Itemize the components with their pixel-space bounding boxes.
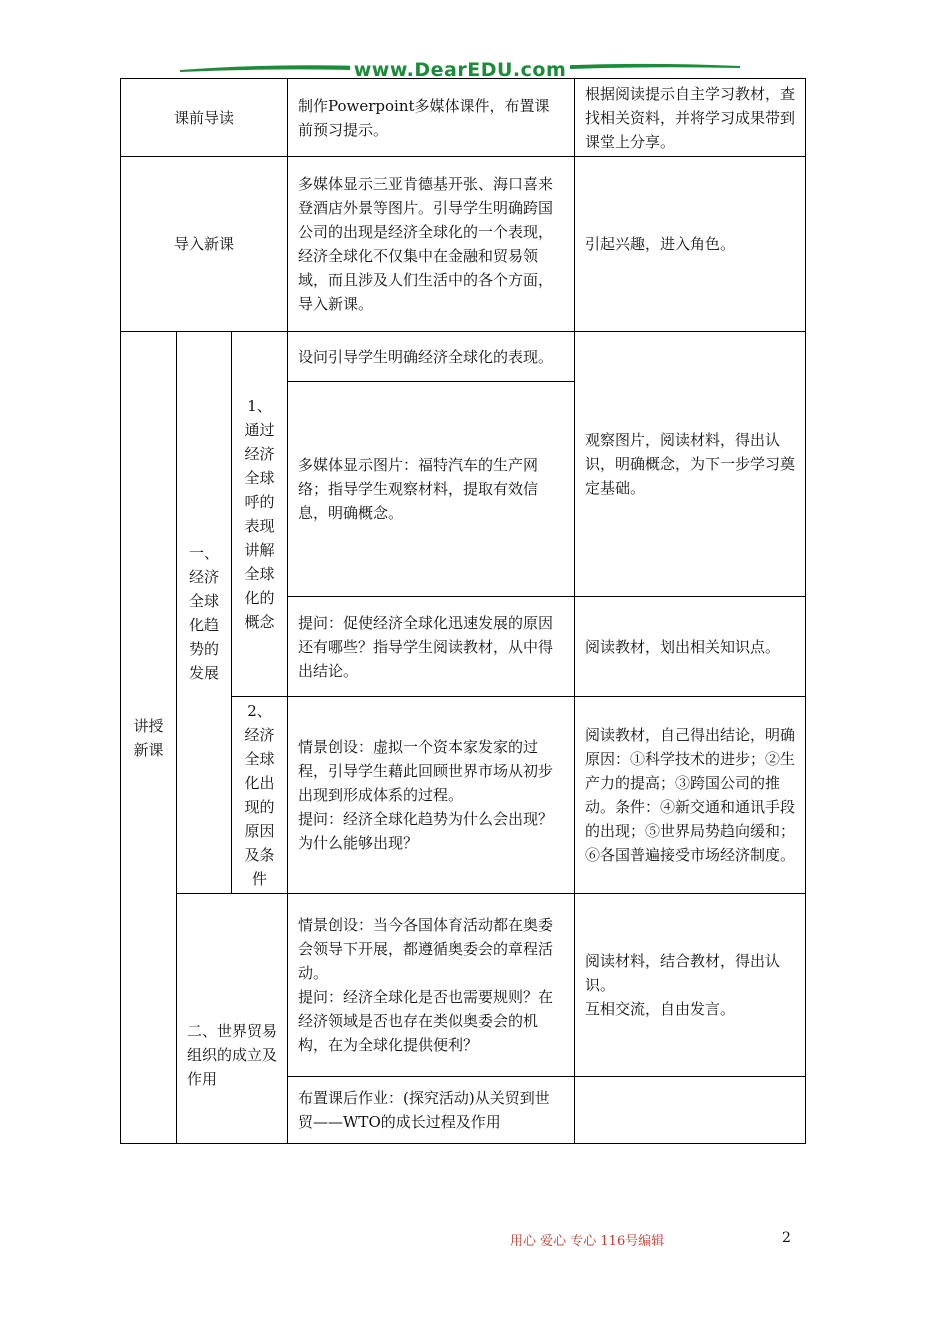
stage-intro: 导入新课 — [121, 157, 288, 332]
point2-title: 2、经济全球化出现的原因及条件 — [232, 697, 288, 894]
row-intro — [121, 157, 806, 332]
student-intro: 引起兴趣，进入角色。 — [575, 157, 806, 332]
teacher-3-line1: 情景创设：当今各国体育活动都在奥委会领导下开展，都遵循奥委会的章程活动。 — [298, 916, 554, 982]
teacher-1b: 多媒体显示图片：福特汽车的生产网络；指导学生观察材料，提取有效信息，明确概念。 — [288, 382, 575, 597]
row-preview — [121, 79, 806, 157]
student-1ab: 观察图片，阅读材料，得出认识，明确概念，为下一步学习奠定基础。 — [575, 332, 806, 597]
student-1c: 阅读教材，划出相关知识点。 — [575, 597, 806, 697]
stage-preview: 课前导读 — [121, 79, 288, 157]
student-homework — [575, 1077, 806, 1144]
section1-title: 一、经济全球化趋势的发展 — [177, 332, 232, 894]
student-2: 阅读教材，自己得出结论，明确原因：①科学技术的进步；②生产力的提高；③跨国公司的推动。条件：④新交通和通讯手段的出现；⑤世界局势趋向缓和；⑥各国普遍接受市场经济制度。 — [575, 697, 806, 894]
teacher-2 — [288, 697, 575, 894]
section2-title: 二、世界贸易组织的成立及作用 — [177, 894, 288, 1144]
student-preview: 根据阅读提示自主学习教材，查找相关资料，并将学习成果带到课堂上分享。 — [575, 79, 806, 157]
teacher-3 — [288, 894, 575, 1077]
teacher-preview: 制作Powerpoint多媒体课件，布置课前预习提示。 — [288, 79, 575, 157]
stage-lecture: 讲授新课 — [121, 332, 177, 1144]
student-3-line2: 互相交流，自由发言。 — [585, 1000, 736, 1018]
footer-note: 用心 爱心 专心 116号编辑 — [510, 1234, 665, 1249]
student-3 — [575, 894, 806, 1077]
student-3-line1: 阅读材料，结合教材，得出认识。 — [585, 952, 781, 994]
row-lecture-3 — [121, 894, 806, 1077]
row-lecture-1a — [121, 332, 806, 382]
point1-title: 1、通过经济全球呼的表现讲解全球化的概念 — [232, 332, 288, 697]
teacher-2-line2: 提问：经济全球化趋势为什么会出现？为什么能够出现？ — [298, 810, 554, 852]
lesson-plan-table — [120, 78, 806, 1144]
teacher-1c: 提问：促使经济全球化迅速发展的原因还有哪些？指导学生阅读教材，从中得出结论。 — [288, 597, 575, 697]
teacher-1a: 设问引导学生明确经济全球化的表现。 — [288, 332, 575, 382]
page-number: 2 — [782, 1230, 791, 1246]
teacher-homework: 布置课后作业：(探究活动)从关贸到世贸——WTO的成长过程及作用 — [288, 1077, 575, 1144]
teacher-intro: 多媒体显示三亚肯德基开张、海口喜来登酒店外景等图片。引导学生明确跨国公司的出现是经济全球化的一个表现，经济全球化不仅集中在金融和贸易领域，而且涉及人们生活中的各个方面，导入新课。 — [288, 157, 575, 332]
site-url: www.DearEDU.com — [350, 59, 571, 81]
teacher-3-line2: 提问：经济全球化是否也需要规则？在经济领域是否也存在类似奥委会的机构，在为全球化提供便利？ — [298, 988, 554, 1054]
teacher-2-line1: 情景创设：虚拟一个资本家发家的过程，引导学生藉此回顾世界市场从初步出现到形成体系的过程。 — [298, 738, 554, 804]
